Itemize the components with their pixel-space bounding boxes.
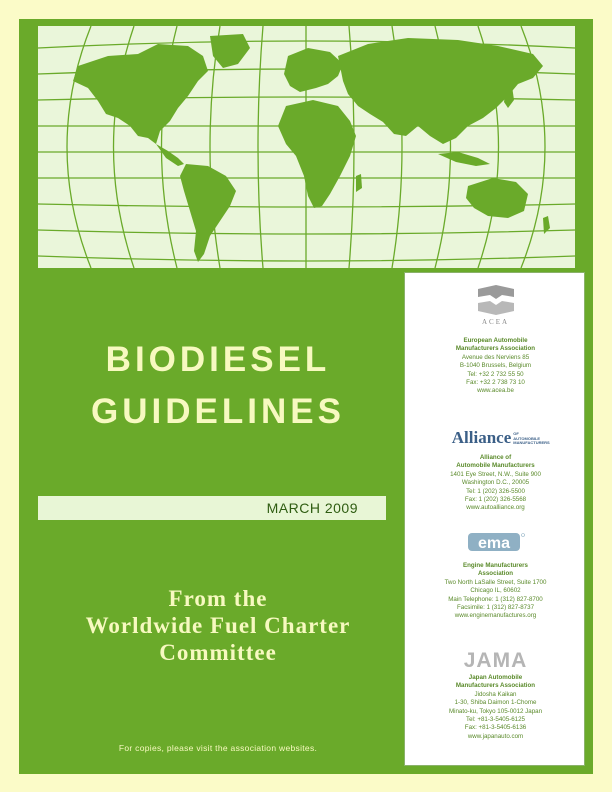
jama-logo: JAMA <box>463 649 528 672</box>
alliance-logo <box>405 428 586 448</box>
alliance-website[interactable]: www.autoalliance.org <box>466 504 525 512</box>
jama-address: 1-30, Shiba Daimon 1-Chome <box>454 699 537 707</box>
date-strip <box>38 496 386 520</box>
acea-logo-icon <box>476 283 516 317</box>
alliance-fax: Fax: 1 (202) 326-5568 <box>464 496 527 504</box>
indonesia-landmass <box>438 152 490 166</box>
title-line-1: BIODIESEL <box>105 340 331 379</box>
alliance-logo-small: OF AUTOMOBILE MANUFACTURERS <box>513 431 550 446</box>
south-america-landmass <box>180 164 236 262</box>
ema-contact <box>405 562 586 621</box>
ema-name-2: Association <box>477 570 514 578</box>
alliance-logo-text: Alliance <box>451 428 512 447</box>
ema-logo-text: ema <box>477 535 510 552</box>
alliance-name-2: Automobile Manufacturers <box>456 462 535 470</box>
ema-logo <box>405 531 586 558</box>
from-line-2: Worldwide Fuel Charter <box>85 613 351 638</box>
ema-tel: Main Telephone: 1 (312) 827-8700 <box>448 595 543 603</box>
acea-address: Avenue des Nerviens 85 <box>461 353 530 361</box>
ema-website[interactable]: www.enginemanufactures.org <box>454 612 537 620</box>
alliance-tel: Tel: 1 (202) 326-5500 <box>466 487 525 495</box>
jama-tel: Tel: +81-3-5405-6125 <box>466 716 525 724</box>
ema-address: Two North LaSalle Street, Suite 1700 <box>444 578 547 586</box>
greenland-landmass <box>210 34 250 68</box>
from-line-1: From the <box>168 586 268 611</box>
acea-name-2: Manufacturers Association <box>455 345 536 353</box>
jama-contact <box>405 674 586 741</box>
from-committee <box>38 585 398 666</box>
acea-name-1: European Automobile <box>463 337 528 344</box>
ema-city: Chicago IL, 60602 <box>470 587 521 595</box>
jama-website[interactable]: www.japanauto.com <box>467 732 524 740</box>
alliance-city: Washington D.C., 20005 <box>461 479 530 487</box>
ema-logo-icon <box>466 531 526 553</box>
north-america-landmass <box>73 44 208 144</box>
jama-city: Minato-ku, Tokyo 105-0012 Japan <box>448 707 543 715</box>
jama-name-1: Japan Automobile <box>468 674 523 681</box>
australia-landmass <box>466 178 528 218</box>
acea-website[interactable]: www.acea.be <box>477 387 514 395</box>
madagascar-landmass <box>356 174 362 192</box>
acea-logo <box>405 283 586 322</box>
jama-fax: Fax: +81-3-5405-6136 <box>464 724 527 732</box>
copies-note: For copies, please visit the association websites. <box>118 743 318 753</box>
acea-city: B-1040 Brussels, Belgium <box>459 362 532 370</box>
central-america-landmass <box>156 144 184 166</box>
jama-name-2: Manufacturers Association <box>455 682 536 690</box>
alliance-contact <box>405 454 586 513</box>
jama-building: Jidosha Kaikan <box>474 690 517 698</box>
ema-fax: Facsimile: 1 (312) 827-8737 <box>456 604 535 612</box>
from-line-3: Committee <box>159 640 277 665</box>
acea-contact <box>405 337 586 396</box>
title-line-2: GUIDELINES <box>91 392 345 431</box>
associations-sidebar <box>404 272 585 766</box>
alliance-address: 1401 Eye Street, N.W., Suite 900 <box>450 470 541 478</box>
publication-date: MARCH 2009 <box>266 500 358 516</box>
acea-logo-text: ACEA <box>481 318 510 326</box>
alliance-name-1: Alliance of <box>479 454 512 461</box>
acea-fax: Fax: +32 2 738 73 10 <box>466 379 525 387</box>
europe-landmass <box>284 48 343 92</box>
africa-landmass <box>278 100 356 208</box>
world-map <box>38 26 575 268</box>
ema-name-1: Engine Manufacturers <box>463 562 528 569</box>
acea-tel: Tel: +32 2 732 55 50 <box>467 370 524 378</box>
